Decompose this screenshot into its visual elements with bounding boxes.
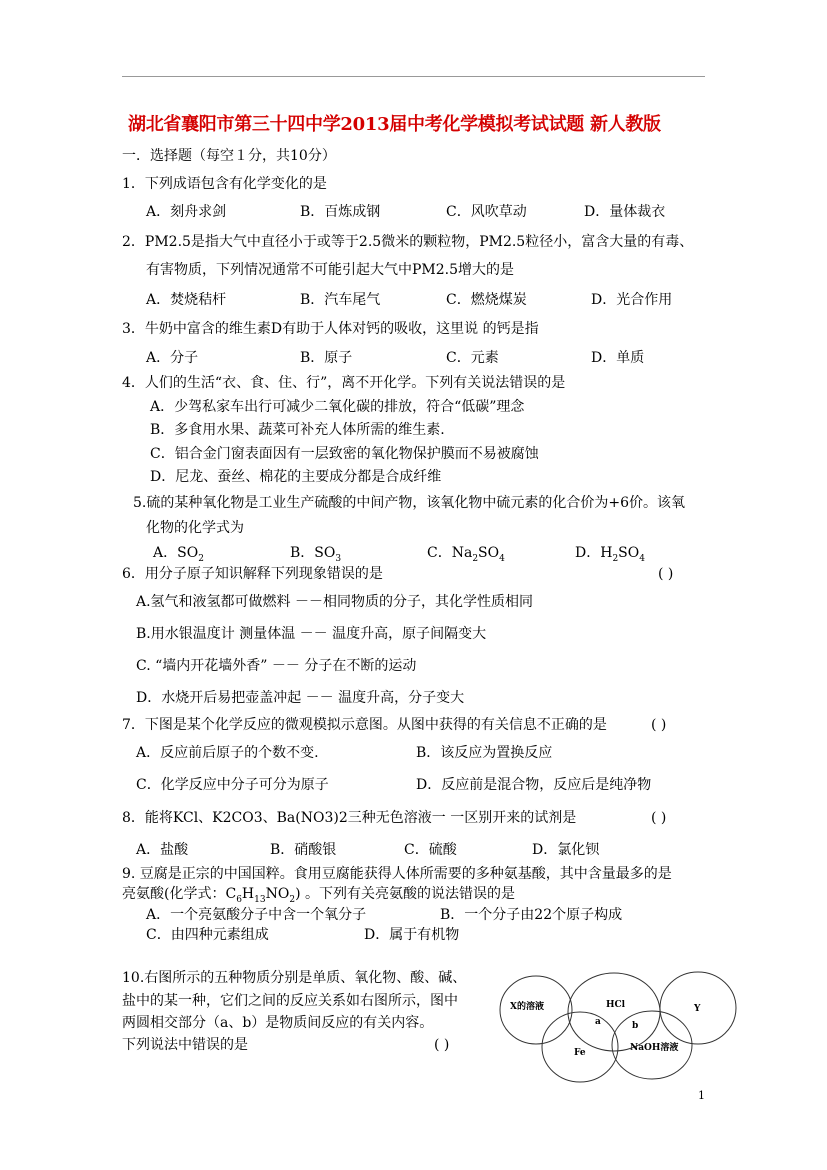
q1-option-c: C．风吹草动: [446, 204, 527, 220]
label-fe: Fe: [574, 1048, 586, 1058]
q5-stem-line1: 5.硫的某种氧化物是工业生产硫酸的中间产物，该氧化物中硫元素的化合价为+6价。该氧: [133, 495, 685, 511]
label-naoh: NaOH溶液: [630, 1043, 679, 1053]
label-y: Y: [694, 1004, 701, 1014]
q10-line3: 两圆相交部分（a、b）是物质间反应的有关内容。: [122, 1015, 434, 1031]
q10-line1: 10.右图所示的五种物质分别是单质、氧化物、酸、碱、: [122, 970, 467, 986]
q2-stem-line1: 2．PM2.5是指大气中直径小于或等于2.5微米的颗粒物，PM2.5粒径小，富含大量的有毒、: [122, 234, 694, 250]
q1-stem: 1．下列成语包含有化学变化的是: [122, 176, 327, 192]
q9-option-d: D．属于有机物: [364, 927, 460, 943]
q4-option-a: A．少驾私家车出行可减少二氧化碳的排放，符合“低碳”理念: [150, 399, 525, 415]
q8-option-b: B．硝酸银: [270, 842, 337, 858]
circle-fe: [542, 1012, 618, 1082]
q1-option-a: A．刻舟求剑: [146, 204, 227, 220]
q5-option-d: D．$H_2SO_4$: [575, 545, 645, 564]
q1-option-d: D．量体裁衣: [584, 204, 666, 220]
q4-option-b: B．多食用水果、蔬菜可补充人体所需的维生素.: [150, 422, 445, 438]
label-a: a: [595, 1017, 601, 1027]
q7-answer-paren: ( ): [651, 717, 667, 733]
q2-option-c: C．燃烧煤炭: [446, 292, 527, 308]
q6-option-d: D．水烧开后易把壶盖冲起 －－ 温度升高，分子变大: [136, 690, 465, 706]
q10-answer-paren: ( ): [434, 1037, 450, 1053]
q8-option-c: C．硫酸: [404, 842, 457, 858]
label-hcl: HCl: [606, 1000, 626, 1010]
q7-option-d: D．反应前是混合物，反应后是纯净物: [416, 777, 652, 793]
q6-answer-paren: ( ): [658, 566, 674, 582]
q9-stem-line2: 亮氨酸(化学式：$C_6H_{13}NO_2$) 。下列有关亮氨酸的说法错误的是: [122, 886, 515, 905]
label-x-solution: X的溶液: [510, 1002, 544, 1012]
q5-option-c: C．$Na_2SO_4$: [427, 545, 505, 564]
q3-option-d: D．单质: [591, 350, 645, 366]
q5-option-a: A．$SO_2$: [153, 545, 204, 564]
q7-option-a: A．反应前后原子的个数不变.: [136, 745, 319, 761]
q3-option-c: C．元素: [446, 350, 499, 366]
q5-option-b: B．$SO_3$: [290, 545, 342, 564]
q4-option-d: D．尼龙、蚕丝、棉花的主要成分都是合成纤维: [150, 469, 442, 485]
q4-stem: 4．人们的生活“衣、食、住、行”，离不开化学。下列有关说法错误的是: [122, 375, 566, 391]
q6-stem: 6．用分子原子知识解释下列现象错误的是: [122, 566, 383, 582]
q10-line2: 盐中的某一种，它们之间的反应关系如右图所示，图中: [122, 993, 458, 1009]
q10-line4: 下列说法中错误的是: [122, 1037, 248, 1053]
q8-option-a: A．盐酸: [136, 842, 189, 858]
page-number: 1: [698, 1089, 705, 1102]
q9-option-a: A．一个亮氨酸分子中含一个氧分子: [146, 907, 367, 923]
q9-option-c: C．由四种元素组成: [146, 927, 269, 943]
q2-option-d: D．光合作用: [591, 292, 673, 308]
q8-answer-paren: ( ): [651, 810, 667, 826]
q3-option-a: A．分子: [146, 350, 199, 366]
q2-option-b: B．汽车尾气: [300, 292, 381, 308]
q7-option-c: C．化学反应中分子可分为原子: [136, 777, 329, 793]
q3-option-b: B．原子: [300, 350, 353, 366]
q5-stem-line2: 化物的化学式为: [146, 520, 244, 536]
q2-option-a: A．焚烧秸杆: [146, 292, 227, 308]
q6-option-b: B.用水银温度计 测量体温 －－ 温度升高，原子间隔变大: [136, 626, 487, 642]
q9-option-b: B．一个分子由22个原子构成: [440, 907, 623, 923]
q8-stem: 8．能将KCl、K2CO3、Ba(NO3)2三种无色溶液一 一区别开来的试剂是: [122, 810, 577, 826]
q7-stem: 7．下图是某个化学反应的微观模拟示意图。从图中获得的有关信息不正确的是: [122, 717, 607, 733]
q4-option-c: C．铝合金门窗表面因有一层致密的氧化物保护膜而不易被腐蚀: [150, 446, 539, 462]
q6-option-c: C. “墙内开花墙外香” －－ 分子在不断的运动: [136, 658, 417, 674]
q7-option-b: B．该反应为置换反应: [416, 745, 553, 761]
q9-stem-line1: 9. 豆腐是正宗的中国国粹。食用豆腐能获得人体所需要的多种氨基酸，其中含量最多的是: [122, 866, 672, 882]
q1-option-b: B．百炼成钢: [300, 204, 381, 220]
q2-stem-line2: 有害物质，下列情况通常不可能引起大气中PM2.5增大的是: [146, 262, 515, 278]
q8-option-d: D．氯化钡: [532, 842, 600, 858]
q6-option-a: A.氢气和液氢都可做燃料 －－相同物质的分子，其化学性质相同: [136, 594, 534, 610]
label-b: b: [632, 1021, 639, 1031]
page-title: 湖北省襄阳市第三十四中学2013届中考化学模拟考试试题 新人教版: [128, 114, 661, 135]
q3-stem: 3．牛奶中富含的维生素D有助于人体对钙的吸收，这里说 的钙是指: [122, 321, 539, 337]
section-heading: 一．选择题（每空１分，共10分）: [122, 148, 336, 164]
